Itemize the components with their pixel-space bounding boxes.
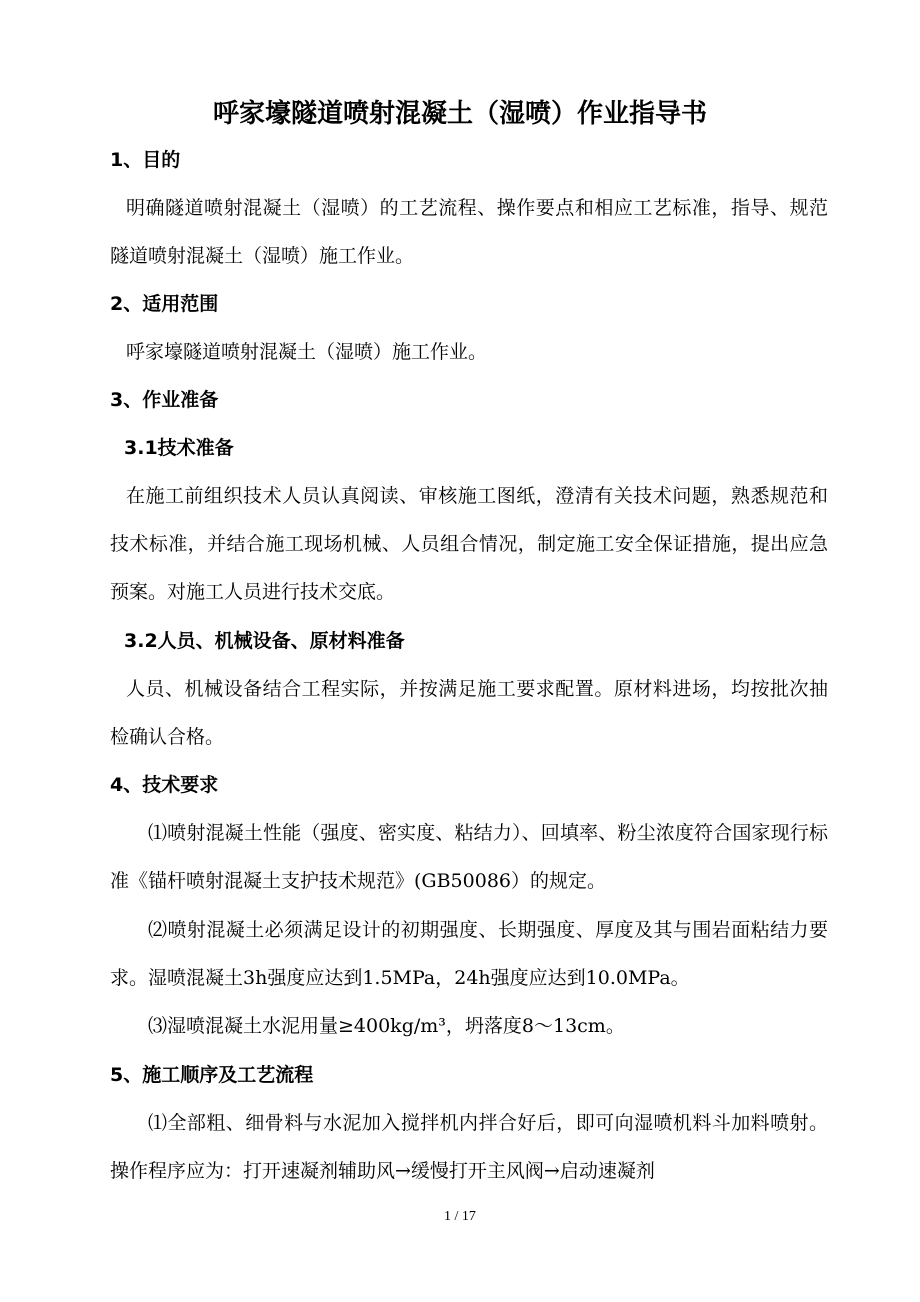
section-4-item-3: ⑶湿喷混凝土水泥用量≥400kg/m³，坍落度8～13cm。: [148, 1015, 625, 1037]
page-number: 1 / 17: [444, 1209, 476, 1224]
section-2-heading: 2、适用范围: [110, 293, 219, 315]
section-3-2-heading: 3.2人员、机械设备、原材料准备: [124, 630, 405, 652]
section-1-heading: 1、目的: [110, 149, 181, 171]
section-1-text: 明确隧道喷射混凝土（湿喷）的工艺流程、操作要点和相应工艺标准，指导、规范隧道喷射混凝土（湿喷）施工作业。: [110, 197, 828, 267]
section-5-heading: 5、施工顺序及工艺流程: [110, 1064, 314, 1086]
section-3-heading: 3、作业准备: [110, 389, 219, 411]
document-title: 呼家壕隧道喷射混凝土（湿喷）作业指导书: [212, 99, 707, 129]
section-2-text: 呼家壕隧道喷射混凝土（湿喷）施工作业。: [126, 341, 488, 363]
section-5-item-1: ⑴全部粗、细骨料与水泥加入搅拌机内拌合好后，即可向湿喷机料斗加料喷射。操作程序应为：打开速凝剂辅助风→缓慢打开主风阀→启动速凝剂: [110, 1112, 828, 1182]
section-3-1-text: 在施工前组织技术人员认真阅读、审核施工图纸，澄清有关技术问题，熟悉规范和技术标准，并结合施工现场机械、人员组合情况，制定施工安全保证措施，提出应急预案。对施工人员进行技术交底。: [110, 485, 828, 603]
section-4-heading: 4、技术要求: [110, 774, 219, 796]
section-3-2-text: 人员、机械设备结合工程实际，并按满足施工要求配置。原材料进场，均按批次抽检确认合格。: [110, 678, 828, 748]
section-3-1-heading: 3.1技术准备: [124, 437, 234, 459]
section-4-item-1: ⑴喷射混凝土性能（强度、密实度、粘结力）、回填率、粉尘浓度符合国家现行标准《锚杆喷射混凝土支护技术规范》(GB50086）的规定。: [110, 822, 828, 892]
section-4-item-2: ⑵喷射混凝土必须满足设计的初期强度、长期强度、厚度及其与围岩面粘结力要求。湿喷混凝土3h强度应达到1.5MPa，24h强度应达到10.0MPa。: [110, 919, 828, 989]
